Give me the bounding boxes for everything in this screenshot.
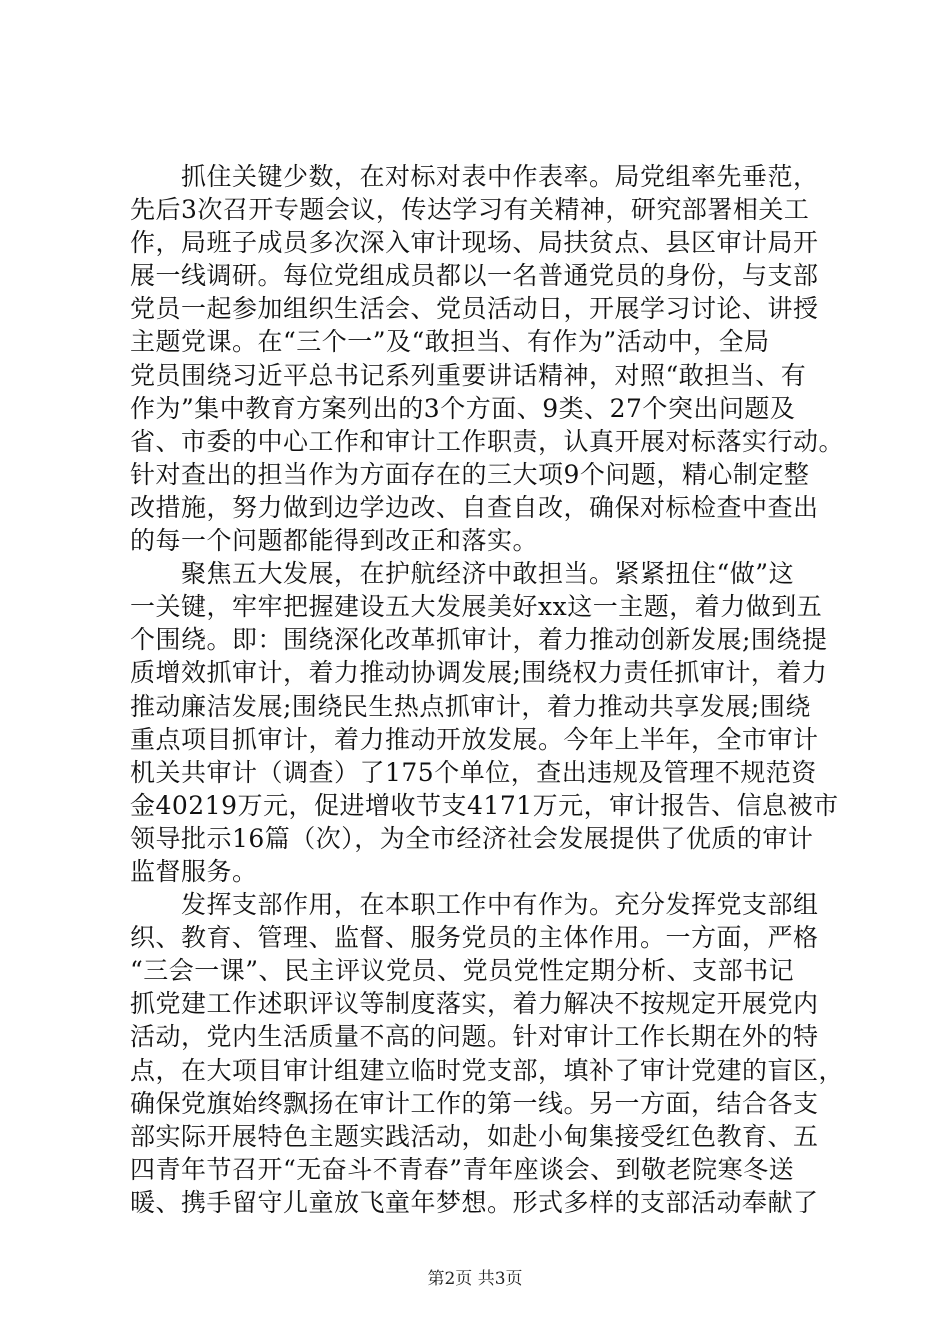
text-line: 部实际开展特色主题实践活动，如赴小甸集接受红色教育、五 bbox=[130, 1121, 819, 1151]
text-line: 个围绕。即：围绕深化改革抓审计，着力推动创新发展;围绕提 bbox=[130, 625, 828, 655]
text-line: 机关共审计（调查）了175个单位，查出违规及管理不规范资 bbox=[130, 757, 817, 787]
text-line: 改措施，努力做到边学边改、自查自改，确保对标检查中查出 bbox=[130, 492, 819, 522]
text-line: 展一线调研。每位党组成员都以一名普通党员的身份，与支部 bbox=[130, 261, 819, 291]
text-line: 聚焦五大发展，在护航经济中敢担当。紧紧扭住“做”这 bbox=[130, 559, 795, 589]
text-line: 推动廉洁发展;围绕民生热点抓审计，着力推动共享发展;围绕 bbox=[130, 691, 811, 721]
text-line: 活动，党内生活质量不高的问题。针对审计工作长期在外的特 bbox=[130, 1022, 819, 1052]
text-line: 确保党旗始终飘扬在审计工作的第一线。另一方面，结合各支 bbox=[130, 1088, 819, 1118]
text-line: 发挥支部作用，在本职工作中有作为。充分发挥党支部组 bbox=[130, 890, 819, 920]
text-line: 作为”集中教育方案列出的3个方面、9类、27个突出问题及 bbox=[130, 393, 796, 423]
text-line: 抓住关键少数，在对标对表中作表率。局党组率先垂范， bbox=[130, 162, 819, 191]
text-line: 重点项目抓审计，着力推动开放发展。今年上半年，全市审计 bbox=[130, 724, 819, 754]
text-line: 针对查出的担当作为方面存在的三大项9个问题，精心制定整 bbox=[130, 459, 810, 489]
text-line: 点，在大项目审计组建立临时党支部，填补了审计党建的盲区， bbox=[130, 1055, 845, 1085]
text-line: 质增效抓审计，着力推动协调发展;围绕权力责任抓审计，着力 bbox=[130, 658, 828, 688]
text-line: 先后3次召开专题会议，传达学习有关精神，研究部署相关工 bbox=[130, 195, 810, 225]
page-footer: 第2页 共3页 bbox=[427, 1269, 523, 1289]
text-line: 四青年节召开“无奋斗不青春”青年座谈会、到敬老院寒冬送 bbox=[130, 1154, 795, 1184]
text-line: 党员一起参加组织生活会、党员活动日，开展学习讨论、讲授 bbox=[130, 294, 819, 324]
body-text bbox=[130, 160, 845, 1219]
text-line: 领导批示16篇（次），为全市经济社会发展提供了优质的审计 bbox=[130, 823, 814, 853]
text-line: 一关键，牢牢把握建设五大发展美好xx这一主题，着力做到五 bbox=[130, 592, 823, 622]
text-line: 金40219万元，促进增收节支4171万元，审计报告、信息被市 bbox=[130, 790, 839, 820]
text-line: 党员围绕习近平总书记系列重要讲话精神，对照“敢担当、有 bbox=[130, 360, 807, 390]
text-line: 织、教育、管理、监督、服务党员的主体作用。一方面，严格 bbox=[130, 923, 819, 953]
text-line: 暖、携手留守儿童放飞童年梦想。形式多样的支部活动奉献了 bbox=[130, 1187, 819, 1217]
text-line: 的每一个问题都能得到改正和落实。 bbox=[130, 526, 539, 556]
text-line: 作，局班子成员多次深入审计现场、局扶贫点、县区审计局开 bbox=[130, 228, 819, 258]
text-line: 主题党课。在“三个一”及“敢担当、有作为”活动中，全局 bbox=[130, 327, 770, 357]
text-line: 抓党建工作述职评议等制度落实，着力解决不按规定开展党内 bbox=[130, 989, 819, 1019]
text-line: 省、市委的中心工作和审计工作职责，认真开展对标落实行动。 bbox=[130, 426, 845, 456]
text-line: “三会一课”、民主评议党员、党员党性定期分析、支部书记 bbox=[130, 956, 795, 986]
text-line: 监督服务。 bbox=[130, 856, 258, 886]
